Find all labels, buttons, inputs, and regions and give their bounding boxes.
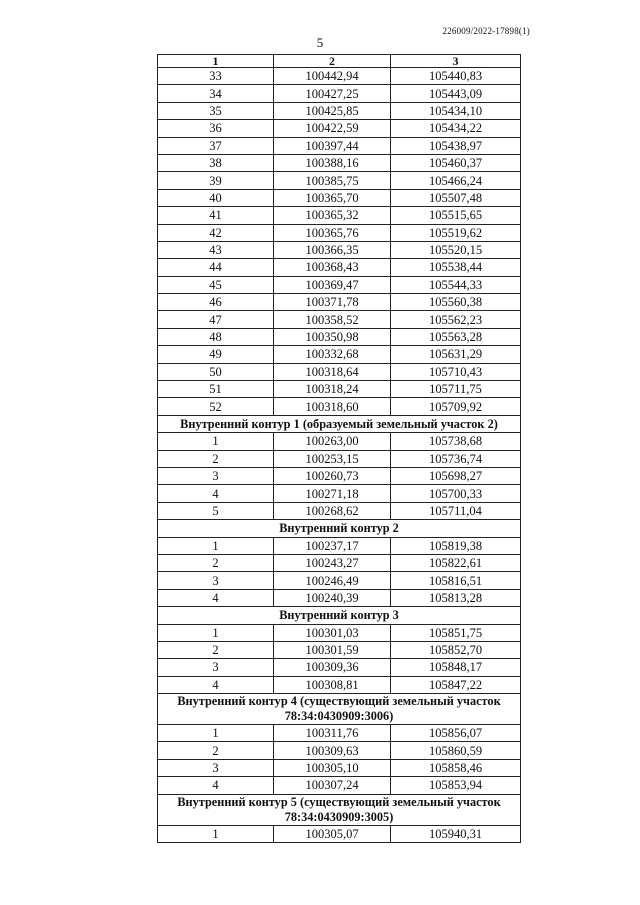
table-row xyxy=(158,137,521,154)
table-row xyxy=(158,572,521,589)
y-coordinate-cell: 105443,09 xyxy=(391,85,521,102)
point-number-cell: 40 xyxy=(158,189,274,206)
point-number-cell: 51 xyxy=(158,381,274,398)
table-row xyxy=(158,433,521,450)
table-row xyxy=(158,742,521,759)
point-number-cell: 3 xyxy=(158,659,274,676)
point-number-cell: 5 xyxy=(158,502,274,519)
y-coordinate-cell: 105434,10 xyxy=(391,102,521,119)
x-coordinate-cell: 100246,49 xyxy=(274,572,391,589)
y-coordinate-cell: 105438,97 xyxy=(391,137,521,154)
x-coordinate-cell: 100368,43 xyxy=(274,259,391,276)
table-row xyxy=(158,172,521,189)
y-coordinate-cell: 105813,28 xyxy=(391,589,521,606)
x-coordinate-cell: 100397,44 xyxy=(274,137,391,154)
point-number-cell: 1 xyxy=(158,825,274,842)
x-coordinate-cell: 100318,64 xyxy=(274,363,391,380)
table-row xyxy=(158,777,521,794)
x-coordinate-cell: 100240,39 xyxy=(274,589,391,606)
x-coordinate-cell: 100425,85 xyxy=(274,102,391,119)
x-coordinate-cell: 100301,03 xyxy=(274,624,391,641)
point-number-cell: 35 xyxy=(158,102,274,119)
y-coordinate-cell: 105544,33 xyxy=(391,276,521,293)
table-row xyxy=(158,398,521,415)
section-title: Внутренний контур 1 (образуемый земельный участок 2) xyxy=(158,415,521,432)
y-coordinate-cell: 105434,22 xyxy=(391,120,521,137)
table-row xyxy=(158,589,521,606)
table-row xyxy=(158,825,521,842)
point-number-cell: 48 xyxy=(158,328,274,345)
point-number-cell: 47 xyxy=(158,311,274,328)
x-coordinate-cell: 100305,07 xyxy=(274,825,391,842)
table-row xyxy=(158,224,521,241)
y-coordinate-cell: 105520,15 xyxy=(391,241,521,258)
x-coordinate-cell: 100268,62 xyxy=(274,502,391,519)
table-row xyxy=(158,676,521,693)
point-number-cell: 38 xyxy=(158,154,274,171)
section-header-row xyxy=(158,694,521,725)
x-coordinate-cell: 100308,81 xyxy=(274,676,391,693)
table-row xyxy=(158,537,521,554)
x-coordinate-cell: 100332,68 xyxy=(274,346,391,363)
section-title: Внутренний контур 2 xyxy=(158,520,521,537)
y-coordinate-cell: 105698,27 xyxy=(391,467,521,484)
x-coordinate-cell: 100350,98 xyxy=(274,328,391,345)
table-row xyxy=(158,85,521,102)
table-row xyxy=(158,659,521,676)
x-coordinate-cell: 100301,59 xyxy=(274,641,391,658)
x-coordinate-cell: 100318,24 xyxy=(274,381,391,398)
x-coordinate-cell: 100311,76 xyxy=(274,725,391,742)
point-number-cell: 37 xyxy=(158,137,274,154)
x-coordinate-cell: 100309,63 xyxy=(274,742,391,759)
y-coordinate-cell: 105631,29 xyxy=(391,346,521,363)
table-row xyxy=(158,346,521,363)
y-coordinate-cell: 105851,75 xyxy=(391,624,521,641)
point-number-cell: 52 xyxy=(158,398,274,415)
table-row xyxy=(158,363,521,380)
y-coordinate-cell: 105738,68 xyxy=(391,433,521,450)
x-coordinate-cell: 100442,94 xyxy=(274,68,391,85)
y-coordinate-cell: 105848,17 xyxy=(391,659,521,676)
table-row xyxy=(158,120,521,137)
column-header: 3 xyxy=(391,55,521,68)
y-coordinate-cell: 105440,83 xyxy=(391,68,521,85)
point-number-cell: 1 xyxy=(158,725,274,742)
x-coordinate-cell: 100366,35 xyxy=(274,241,391,258)
point-number-cell: 2 xyxy=(158,554,274,571)
table-row xyxy=(158,485,521,502)
y-coordinate-cell: 105853,94 xyxy=(391,777,521,794)
x-coordinate-cell: 100388,16 xyxy=(274,154,391,171)
x-coordinate-cell: 100385,75 xyxy=(274,172,391,189)
point-number-cell: 36 xyxy=(158,120,274,137)
point-number-cell: 2 xyxy=(158,742,274,759)
y-coordinate-cell: 105466,24 xyxy=(391,172,521,189)
y-coordinate-cell: 105519,62 xyxy=(391,224,521,241)
section-title: Внутренний контур 3 xyxy=(158,607,521,624)
y-coordinate-cell: 105563,28 xyxy=(391,328,521,345)
point-number-cell: 42 xyxy=(158,224,274,241)
y-coordinate-cell: 105856,07 xyxy=(391,725,521,742)
y-coordinate-cell: 105852,70 xyxy=(391,641,521,658)
x-coordinate-cell: 100309,36 xyxy=(274,659,391,676)
table-row xyxy=(158,68,521,85)
table-header-row xyxy=(158,55,521,68)
table-row xyxy=(158,381,521,398)
y-coordinate-cell: 105711,75 xyxy=(391,381,521,398)
y-coordinate-cell: 105736,74 xyxy=(391,450,521,467)
point-number-cell: 1 xyxy=(158,433,274,450)
table-row xyxy=(158,502,521,519)
table-row xyxy=(158,276,521,293)
x-coordinate-cell: 100427,25 xyxy=(274,85,391,102)
x-coordinate-cell: 100365,76 xyxy=(274,224,391,241)
table-body xyxy=(158,68,521,843)
section-header-row xyxy=(158,520,521,537)
x-coordinate-cell: 100365,70 xyxy=(274,189,391,206)
x-coordinate-cell: 100237,17 xyxy=(274,537,391,554)
point-number-cell: 1 xyxy=(158,537,274,554)
point-number-cell: 4 xyxy=(158,676,274,693)
x-coordinate-cell: 100358,52 xyxy=(274,311,391,328)
table-row xyxy=(158,759,521,776)
table-row xyxy=(158,725,521,742)
column-header: 2 xyxy=(274,55,391,68)
table-row xyxy=(158,450,521,467)
y-coordinate-cell: 105816,51 xyxy=(391,572,521,589)
y-coordinate-cell: 105819,38 xyxy=(391,537,521,554)
table-row xyxy=(158,311,521,328)
x-coordinate-cell: 100260,73 xyxy=(274,467,391,484)
table-row xyxy=(158,207,521,224)
y-coordinate-cell: 105538,44 xyxy=(391,259,521,276)
point-number-cell: 41 xyxy=(158,207,274,224)
x-coordinate-cell: 100318,60 xyxy=(274,398,391,415)
point-number-cell: 1 xyxy=(158,624,274,641)
x-coordinate-cell: 100369,47 xyxy=(274,276,391,293)
y-coordinate-cell: 105709,92 xyxy=(391,398,521,415)
table-row xyxy=(158,189,521,206)
point-number-cell: 33 xyxy=(158,68,274,85)
y-coordinate-cell: 105460,37 xyxy=(391,154,521,171)
table-row xyxy=(158,241,521,258)
point-number-cell: 4 xyxy=(158,485,274,502)
y-coordinate-cell: 105822,61 xyxy=(391,554,521,571)
x-coordinate-cell: 100243,27 xyxy=(274,554,391,571)
x-coordinate-cell: 100305,10 xyxy=(274,759,391,776)
y-coordinate-cell: 105858,46 xyxy=(391,759,521,776)
section-header-row xyxy=(158,794,521,825)
table-row xyxy=(158,102,521,119)
section-title: Внутренний контур 5 (существующий земельный участок 78:34:0430909:3005) xyxy=(158,794,521,825)
y-coordinate-cell: 105560,38 xyxy=(391,294,521,311)
y-coordinate-cell: 105860,59 xyxy=(391,742,521,759)
point-number-cell: 39 xyxy=(158,172,274,189)
y-coordinate-cell: 105562,23 xyxy=(391,311,521,328)
table-row xyxy=(158,624,521,641)
point-number-cell: 4 xyxy=(158,589,274,606)
x-coordinate-cell: 100253,15 xyxy=(274,450,391,467)
point-number-cell: 4 xyxy=(158,777,274,794)
section-header-row xyxy=(158,415,521,432)
table-row xyxy=(158,554,521,571)
table-row xyxy=(158,294,521,311)
table-row xyxy=(158,259,521,276)
point-number-cell: 2 xyxy=(158,450,274,467)
x-coordinate-cell: 100365,32 xyxy=(274,207,391,224)
page-number: 5 xyxy=(316,35,324,50)
point-number-cell: 49 xyxy=(158,346,274,363)
point-number-cell: 46 xyxy=(158,294,274,311)
point-number-cell: 3 xyxy=(158,759,274,776)
x-coordinate-cell: 100271,18 xyxy=(274,485,391,502)
y-coordinate-cell: 105515,65 xyxy=(391,207,521,224)
point-number-cell: 3 xyxy=(158,572,274,589)
point-number-cell: 45 xyxy=(158,276,274,293)
point-number-cell: 50 xyxy=(158,363,274,380)
section-title: Внутренний контур 4 (существующий земельный участок 78:34:0430909:3006) xyxy=(158,694,521,725)
point-number-cell: 34 xyxy=(158,85,274,102)
table-row xyxy=(158,154,521,171)
coordinates-table xyxy=(157,54,521,843)
point-number-cell: 3 xyxy=(158,467,274,484)
column-header: 1 xyxy=(158,55,274,68)
x-coordinate-cell: 100307,24 xyxy=(274,777,391,794)
table-row xyxy=(158,467,521,484)
y-coordinate-cell: 105711,04 xyxy=(391,502,521,519)
point-number-cell: 44 xyxy=(158,259,274,276)
table-row xyxy=(158,328,521,345)
x-coordinate-cell: 100263,00 xyxy=(274,433,391,450)
x-coordinate-cell: 100422,59 xyxy=(274,120,391,137)
document-id: 226009/2022-17898(1) xyxy=(442,26,530,36)
y-coordinate-cell: 105710,43 xyxy=(391,363,521,380)
point-number-cell: 2 xyxy=(158,641,274,658)
y-coordinate-cell: 105507,48 xyxy=(391,189,521,206)
table-row xyxy=(158,641,521,658)
y-coordinate-cell: 105847,22 xyxy=(391,676,521,693)
y-coordinate-cell: 105940,31 xyxy=(391,825,521,842)
x-coordinate-cell: 100371,78 xyxy=(274,294,391,311)
y-coordinate-cell: 105700,33 xyxy=(391,485,521,502)
point-number-cell: 43 xyxy=(158,241,274,258)
section-header-row xyxy=(158,607,521,624)
